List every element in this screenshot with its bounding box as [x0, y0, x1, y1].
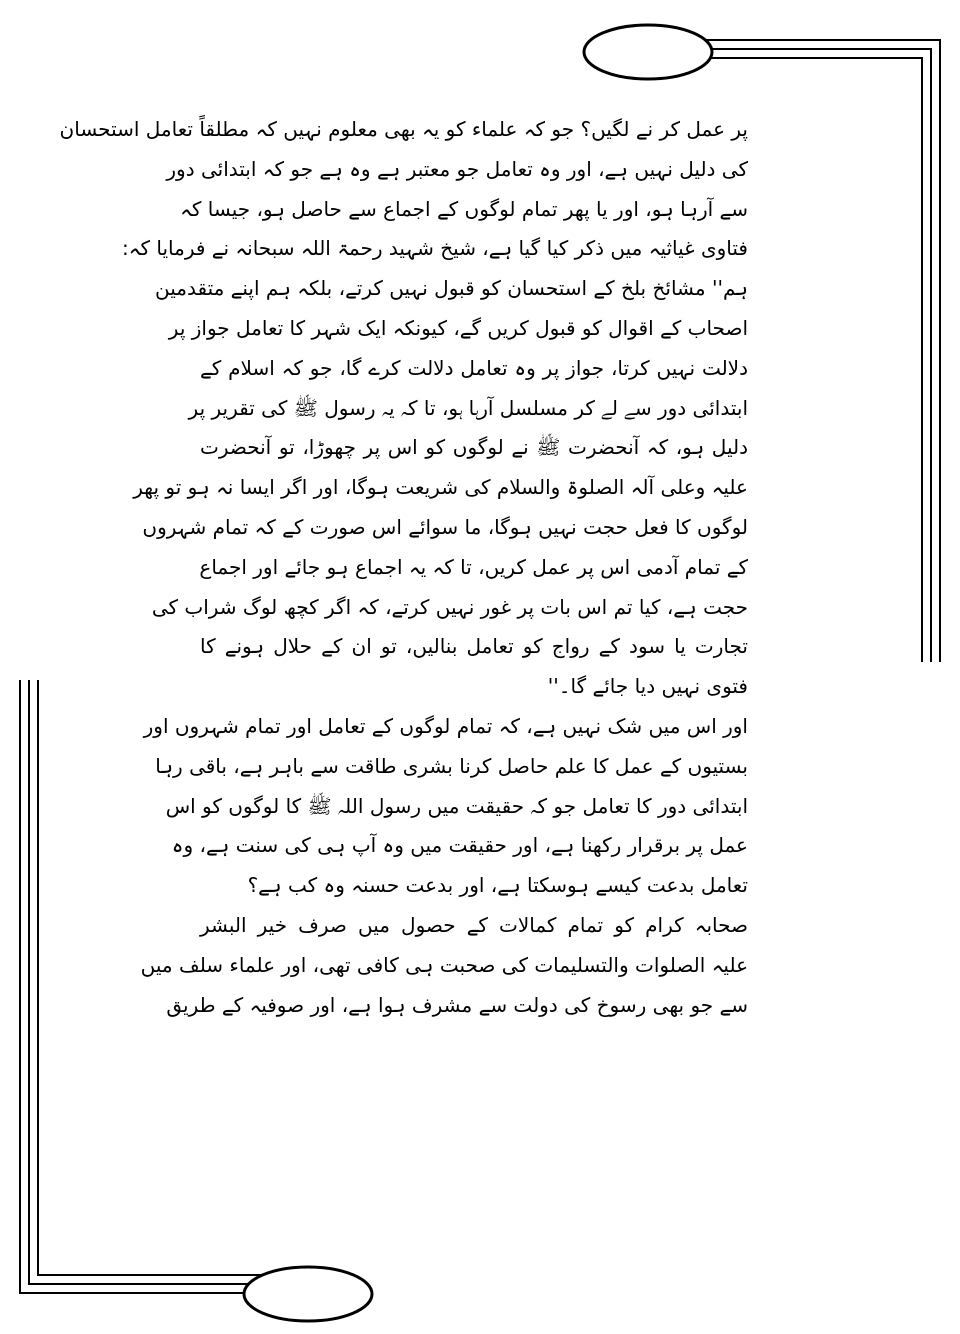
text-line-9: دلیل ہو، کہ آنحضرت ﷺ نے لوگوں کو اس پر چھوڑا، تو آنحضرت	[200, 435, 748, 460]
text-line-16: اور اس میں شک نہیں ہے، کہ تمام لوگوں کے تعامل اور تمام شہروں اور	[143, 713, 748, 738]
text-line-22: علیہ الصلوات والتسلیمات کی صحبت ہی کافی تھی، اور علماء سلف میں	[140, 952, 748, 977]
top-oval-ornament	[584, 25, 712, 79]
text-line-1: پر عمل کر نے لگیں؟ جو کہ علماء کو یہ بھی معلوم نہیں کہ مطلقاً تعامل استحسان	[59, 117, 748, 141]
text-line-5: ہم'' مشائخ بلخ کے استحسان کو قبول نہیں کرتے، بلکہ ہم اپنے متقدمین	[154, 276, 748, 301]
text-line-7: دلالت نہیں کرتا، جواز پر وہ تعامل دلالت کرے گا، جو کہ اسلام کے	[200, 355, 748, 380]
text-line-19: عمل پر برقرار رکھنا ہے، اور حقیقت میں وہ آپ ہی کی سنت ہے، وہ	[171, 833, 748, 858]
text-line-6: اصحاب کے اقوال کو قبول کریں گے، کیونکہ ایک شہر کا تعامل جواز پر	[168, 315, 748, 340]
text-line-12: کے تمام آدمی اس پر عمل کریں، تا کہ یہ اجماع ہو جائے اور اجماع	[199, 554, 748, 579]
text-line-15: فتوی نہیں دیا جائے گا۔''	[547, 674, 748, 699]
text-line-4: فتاوی غیاثیہ میں ذکر کیا گیا ہے، شیخ شہید رحمۃ اللہ سبحانہ نے فرمایا کہ:	[122, 236, 748, 261]
text-line-23: سے جو بھی رسوخ کی دولت سے مشرف ہوا ہے، اور صوفیہ کے طریق	[166, 992, 748, 1017]
bottom-oval-ornament	[244, 1267, 372, 1321]
text-line-2: کی دلیل نہیں ہے، اور وہ تعامل جو معتبر ہے وہ ہے جو کہ ابتدائی دور	[166, 156, 748, 181]
text-line-20: تعامل بدعت کیسے ہوسکتا ہے، اور بدعت حسنہ وہ کب ہے؟	[247, 873, 748, 898]
text-line-13: حجت ہے، کیا تم اس بات پر غور نہیں کرتے، کہ اگر کچھ لوگ شراب کی	[151, 594, 748, 619]
urdu-text-body	[59, 110, 748, 1025]
text-line-21: صحابہ کرام کو تمام کمالات کے حصول میں صرف خیر البشر	[200, 912, 748, 937]
text-line-14: تجارت یا سود کے رواج کو تعامل بنالیں، تو ان کے حلال ہونے کا	[200, 634, 748, 659]
text-line-10: علیہ وعلی آلہ الصلوۃ والسلام کی شریعت ہوگا، اور اگر ایسا نہ ہو تو پھر	[133, 475, 748, 500]
text-line-17: بستیوں کے عمل کا علم حاصل کرنا بشری طاقت سے باہر ہے، باقی رہا	[155, 753, 748, 778]
text-line-8: ابتدائی دور سے لے کر مسلسل آرہا ہو، تا کہ یہ رسول ﷺ کی تقریر پر	[188, 395, 748, 420]
text-line-18: ابتدائی دور کا تعامل جو کہ حقیقت میں رسول اللہ ﷺ کا لوگوں کو اس	[165, 793, 748, 818]
text-line-11: لوگوں کا فعل حجت نہیں ہوگا، ما سوائے اس صورت کے کہ تمام شہروں	[142, 514, 748, 539]
text-line-3: سے آرہا ہو، اور یا پھر تمام لوگوں کے اجماع سے حاصل ہو، جیسا کہ	[180, 196, 748, 221]
